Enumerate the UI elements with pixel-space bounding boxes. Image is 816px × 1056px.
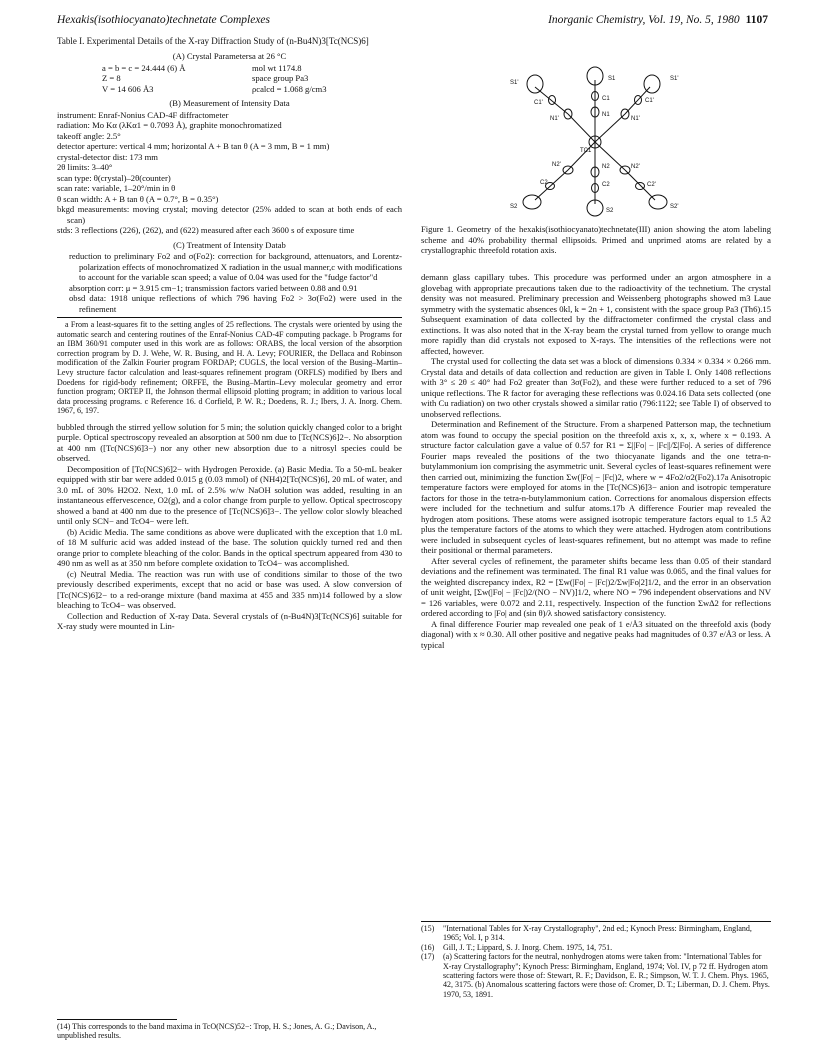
label-s1: S1 — [608, 76, 616, 82]
left-column — [57, 36, 402, 632]
b-line: takeoff angle: 2.5° — [57, 130, 121, 141]
b-line: bkgd measurements: moving crystal; moving detector (25% added to scan at both ends of each scan) — [57, 204, 402, 225]
body-paragraph: The crystal used for collecting the data set was a block of dimensions 0.334 × 0.334 × 0.266 mm. Crystal data and details of data collection and reduction are given in Table I. Only 1408 reflections with 3° ≤ 2θ ≤ 40° had Fo2 greater than 3σ(Fo2), and these were further reduced to a set of 796 unique reflections. The R factor for averaging these reflections was 0.024.16 Data sets collected (one with Cu radiation) on two other crystals showed a similar ratio (796:1122; see Table I) of observed to unobserved reflections. — [421, 356, 771, 419]
reference-item — [421, 924, 771, 943]
label-s2-left: S2 — [510, 204, 518, 210]
param-spacegroup: space group Pa3 — [252, 73, 309, 83]
references — [421, 918, 771, 999]
table-section-a: (A) Crystal Parametersa at 26 °C — [172, 51, 287, 61]
reference-text: Gill, J. T.; Lippard, S. J. Inorg. Chem. 1975, 14, 751. — [443, 942, 613, 952]
body-paragraph: demann glass capillary tubes. This procedure was performed under an argon atmosphere in a glovebag with appropriate precautions taken due to the radioactivity of the technetium. The crystal density was not measured. Preliminary precession and Weissenberg photographs showed m3 Laue symmetry with the systematic absences 0kl, k = 2n + 1, consistent with the space group Pa3 (Th6).15 Subsequent examination of data collected by the diffractometer confirmed the crystal class and extinctions. It was also noted that in the X-ray beam the crystal turned from yellow to orange much more rapidly than did crystals not exposed to X-rays. The intensities of the reflections were not affected, however. — [421, 272, 771, 356]
table-section-c: (C) Treatment of Intensity Datab — [173, 239, 286, 250]
label-s2: S2 — [606, 208, 614, 214]
figure-caption: Figure 1. Geometry of the hexakis(isothiocyanato)technetate(III) anion showing the atom labeling scheme and 40% probability thermal ellipsoids. Primed and unprimed atoms are related by a crystallographic threefold rotation axis. — [421, 224, 771, 255]
c-line: reduction to preliminary Fo2 and σ(Fo2): correction for background, attenuators, and Lorentz-polarization effects of monochromatized X radiation in the usual manner,c with modifications to account for the variable scan speed; a value of 0.04 was used for the "fudge factor"d — [69, 251, 402, 282]
ortep-figure — [490, 62, 700, 222]
c-line: obsd data: 1918 unique reflections of which 796 having Fo2 > 3σ(Fo2) were used in the refinement — [69, 293, 402, 314]
c-line: absorption corr: μ = 3.915 cm−1; transmission factors varied between 0.88 and 0.91 — [69, 282, 358, 293]
label-n2: N2 — [602, 164, 610, 170]
b-line: scan rate: variable, 1–20°/min in θ — [57, 183, 176, 193]
body-paragraph: Determination and Refinement of the Structure. From a sharpened Patterson map, the technetium atom was found to occupy the special position on the threefold axis x, x, x, where x = 0.193. A structure factor calculation gave a value of 0.57 for R1 = Σ||Fo| − |Fc||/Σ|Fo|. A series of difference Fourier maps revealed the positions of the two thiocyanate ligands and the one tetra-n-butylammonium ion comprising the asymmetric unit. Several cycles of least-squares refinement were then carried out, minimizing the function Σw(|Fo| − |Fc|)2, where w = 4Fo2/σ2(Fo2).17a Anisotropic temperature factors were employed for atoms in the [Tc(NCS)6]3− anion and isotropic temperature factors for those in the tetra-n-butylammonium cation. Corrections for anomalous dispersion effects were included for the technetium and sulfur atoms.17b A difference Fourier map revealed the hydrogen atom positions. These atoms were assigned isotropic temperature factors equal to 1.5 Å2 plus the temperature factors of the atoms to which they were attached. Hydrogen atom contributions were included in subsequent cycles of least-squares refinement, but no attempt was made to refine their positional or thermal parameters. — [421, 419, 771, 555]
reference-item — [421, 952, 771, 999]
label-c1p-left: C1' — [534, 100, 543, 106]
b-line: detector aperture: vertical 4 mm; horizontal A + B tan θ (A = 3 mm, B = 1 mm) — [57, 141, 330, 151]
running-title: Hexakis(isothiocyanato)technetate Complexes — [57, 14, 270, 26]
reference-item — [421, 943, 771, 952]
label-n1: N1 — [602, 112, 610, 118]
footnote-14-text: (14) This corresponds to the band maxima in TcO(NCS)52−: Trop, H. S.; Jones, A. G.; Davison, A., unpublished results. — [57, 1022, 377, 1041]
b-line: crystal-detector dist: 173 mm — [57, 151, 158, 162]
label-n1p-left: N1' — [550, 116, 559, 122]
references-rule — [421, 921, 771, 922]
page-number: 1107 — [745, 14, 768, 26]
b-line: 2θ limits: 3–40° — [57, 162, 113, 172]
label-n2p-right: N2' — [631, 164, 640, 170]
label-s1p-right: S1' — [670, 76, 679, 82]
journal-citation — [548, 14, 768, 26]
label-c1: C1 — [602, 96, 610, 102]
param-density: ρcalcd = 1.068 g/cm3 — [252, 83, 327, 94]
body-paragraph: (b) Acidic Media. The same conditions as above were duplicated with the exception that 1.0 mL of 18 M sulfuric acid was added instead of the base. The solution quickly turned red and then orange prior to complete bleaching of the color. Bands in the optical spectrum appeared from 430 to 490 nm as well as at 350 nm before complete oxidation to TcO4− was accomplished. — [57, 526, 402, 569]
reference-text: (a) Scattering factors for the neutral, nonhydrogen atoms were taken from: "International Tables for X-ray Crystallography"; Kynoch Press: Birmingham, England, 1974; Vol. IV, p 72 ff. Hydrogen atom scattering factors were those of: Stewart, R. F.; Davidson, E. R.; Simpson, W. T. J. Chem. Phys. 1965, 42, 3175. (b) Anomalous scattering factors were those of: Cromer, D. T.; Liberman, D. J. Chem. Phys. 1970, 53, 1891. — [443, 952, 770, 999]
body-paragraph: (c) Neutral Media. The reaction was run with use of conditions similar to those of the two previously described experiments, except that no acid or base was used. A slow conversion of [Tc(NCS)6]2− to a red-orange mixture (band maxima at 455 and 335 nm)14 followed by a slow bleaching to TcO4− was observed. — [57, 568, 402, 611]
param-cell: a = b = c = 24.444 (6) Å — [102, 62, 186, 73]
b-line: instrument: Enraf-Nonius CAD-4F diffractometer — [57, 109, 229, 120]
b-line: stds: 3 reflections (226), (262), and (622) measured after each 3600 s of exposure time — [57, 225, 355, 235]
crystal-parameters — [102, 63, 402, 95]
reference-number: (17) — [421, 952, 435, 962]
b-line: θ scan width: A + B tan θ (A = 0.7°, B = 0.35°) — [57, 193, 219, 204]
body-paragraph: Decomposition of [Tc(NCS)6]2− with Hydrogen Peroxide. (a) Basic Media. To a 50-mL beaker equipped with stir bar were added 0.015 g (0.03 mmol) of (NH4)2[Tc(NCS)6], 20 mL of water, and 3.0 mL of 30% H2O2. Next, 1.0 mL of 2.5% w/w NaOH solution was added, resulting in an instantaneous effervescence, O2(g), and a color change from purple to yellow. Optical spectroscopy showed a band at 400 nm due to the presence of [Tc(NCS)6]3−. The yellow color slowly bleached until only SCN− and TcO4− were left. — [57, 463, 402, 527]
body-paragraph: Collection and Reduction of X-ray Data. Several crystals of (n-Bu4N)3[Tc(NCS)6] suitable for X-ray study were mounted in Lin- — [57, 610, 402, 632]
label-tc1: TC1 — [580, 148, 592, 154]
table-footnote-text: a From a least-squares fit to the setting angles of 25 reflections. The crystals were oriented by using the automatic search and centering routines of the Enraf-Nonius CAD-4F computing package. b Programs for an IBM 360/91 computer used in this work are as follows: ORABS, the local version of the absorption correction program by D. J. Wehe, W. R. Busing, and H. A. Levy; FOURIER, the Dellaca and Robinson modification of the Zalkin Fourier program FORDAP; CUGLS, the local version of the Busing–Martin–Levy structure factor calculation and least-squares refinement program (ORFLS) modified by Ibers and Doedens for rigid-body refinement; ORFFE, the Busing–Martin–Levy molecular geometry and error function program; ORTEP II, the Johnson thermal ellipsoid plotting program; in addition to various local data processing programs. c Reference 16. d Corfield, P. W. R.; Doedens, R. J.; Ibers, J. A. Inorg. Chem. 1967, 6, 197. — [57, 320, 402, 416]
label-c2-left: C2 — [540, 180, 548, 186]
param-z: Z = 8 — [102, 73, 121, 83]
table-title: Table I. Experimental Details of the X-ray Diffraction Study of (n-Bu4N)3[Tc(NCS)6] — [57, 36, 369, 46]
reference-number: (15) — [421, 924, 435, 933]
table-footnote — [57, 320, 402, 416]
label-n2p-left: N2' — [552, 162, 561, 168]
label-s1p-left: S1' — [510, 80, 519, 86]
b-line: radiation: Mo Kα (λKα1 = 0.7093 Å), graphite monochromatized — [57, 120, 282, 130]
table-section-b: (B) Measurement of Intensity Data — [169, 98, 290, 108]
reference-text: "International Tables for X-ray Crystallography", 2nd ed.; Kynoch Press: Birmingham, England, 1965; Vol. I, p 314. — [443, 924, 752, 943]
label-c2p-right: C2' — [647, 182, 656, 188]
body-paragraph: A final difference Fourier map revealed one peak of 1 e/Å3 situated on the threefold axis (body diagonal) with x ≈ 0.30. All other positive and negative peaks had magnitudes of 0.37 e/Å3 or less. A typical — [421, 618, 771, 650]
label-s2p-right: S2' — [670, 204, 679, 210]
footnote-rule — [57, 1019, 177, 1020]
label-c2: C2 — [602, 182, 610, 188]
b-line: scan type: θ(crystal)–2θ(counter) — [57, 172, 171, 183]
table-rule — [57, 317, 402, 318]
param-molwt: mol wt 1174.8 — [252, 62, 302, 73]
reference-number: (16) — [421, 942, 435, 952]
right-column — [421, 272, 771, 650]
body-paragraph: After several cycles of refinement, the parameter shifts became less than 0.05 of their standard deviations and the refinement was terminated. The final R1 value was 0.065, and the final values for the weighted discrepancy index, R2 = [Σw(|Fo| − |Fc|)2/Σw|Fo|2]1/2, and the error in an observation of unit weight, [Σw(|Fo| − |Fc|)2/(NO − NV)]1/2, where NO = 796 independent observations and NV = 126 variables, were 0.072 and 2.11, respectively. Inspection of the function Σw∆2 for reflections ordered according to |Fo| and (sin θ)/λ showed satisfactory consistency. — [421, 555, 771, 618]
param-volume: V = 14 606 Å3 — [102, 83, 154, 94]
body-paragraph: bubbled through the stirred yellow solution for 5 min; the solution quickly changed color to a bright purple. Optical spectroscopy revealed an absorption at 500 nm due to [Tc(NCS)6]2−. No absorption at 400 nm ([Tc(NCS)6]3−) nor any other new absorption due to a nitrosyl species could be observed. — [57, 421, 402, 464]
label-n1p-right: N1' — [631, 116, 640, 122]
journal-name: Inorganic Chemistry, Vol. 19, No. 5, 1980 — [548, 14, 740, 26]
label-c1p-right: C1' — [645, 98, 654, 104]
footnote-14 — [57, 1016, 402, 1041]
